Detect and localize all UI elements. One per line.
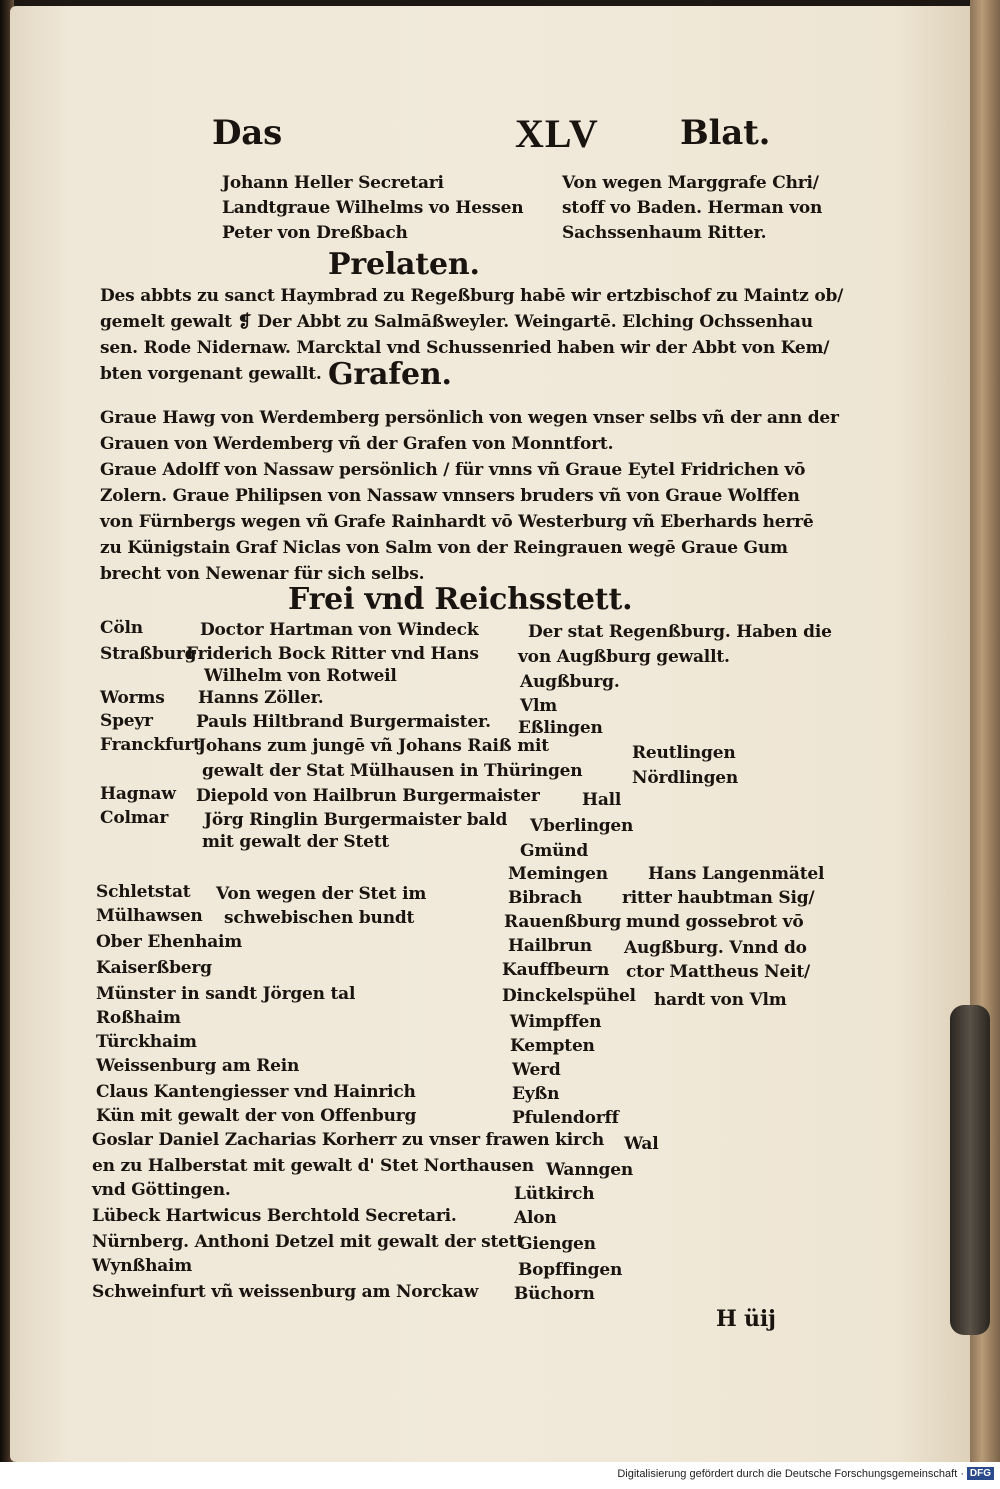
- grafen-line: Zolern. Graue Philipsen von Nassaw vnnsers bruders vñ von Graue Wolffen: [100, 486, 800, 506]
- representative: mund gossebrot vō: [626, 912, 804, 932]
- grafen-line: zu Künigstain Graf Niclas von Salm von der Reingrauen wegē Graue Gum: [100, 538, 788, 558]
- representative: ctor Mattheus Neit/: [626, 962, 811, 982]
- city-name: Straßburg: [100, 644, 197, 664]
- dfg-logo: DFG: [967, 1467, 994, 1480]
- city-name: Worms: [100, 688, 165, 708]
- tail-line: Nürnberg. Anthoni Detzel mit gewalt der stett: [92, 1232, 525, 1252]
- city-name: Wal: [624, 1134, 659, 1154]
- representative: Jörg Ringlin Burgermaister bald: [204, 810, 508, 830]
- city-name: Vberlingen: [530, 816, 634, 836]
- city-name: Werd: [512, 1060, 561, 1080]
- city-name: Kempten: [510, 1036, 595, 1056]
- grafen-line: Graue Hawg von Werdemberg persönlich von wegen vnser selbs vñ der ann der: [100, 408, 839, 428]
- city-name: Lütkirch: [514, 1184, 595, 1204]
- city-name: Roßhaim: [96, 1008, 181, 1028]
- representative: Diepold von Hailbrun Burgermaister: [196, 786, 540, 806]
- intro-left-line: Johann Heller Secretari: [222, 173, 444, 193]
- prelaten-line: sen. Rode Nidernaw. Marcktal vnd Schussenried haben wir der Abbt von Kem/: [100, 338, 830, 358]
- tail-line: Lübeck Hartwicus Berchtold Secretari.: [92, 1206, 457, 1226]
- city-name: Weissenburg am Rein: [96, 1056, 300, 1076]
- city-name: Schletstat: [96, 882, 191, 902]
- representative: gewalt der Stat Mülhausen in Thüringen: [202, 761, 583, 781]
- city-name: Augßburg.: [520, 672, 620, 692]
- folio-number: XLV: [515, 111, 599, 156]
- header-left: Das: [212, 113, 283, 153]
- city-name: Speyr: [100, 711, 153, 731]
- representative: Kün mit gewalt der von Offenburg: [96, 1106, 417, 1126]
- section-title-prelaten: Prelaten.: [328, 247, 480, 282]
- city-name: Türckhaim: [96, 1032, 197, 1052]
- city-name: Der stat Regenßburg. Haben die: [528, 622, 832, 642]
- tail-line: Goslar Daniel Zacharias Korherr zu vnser frawen kirch: [92, 1130, 605, 1150]
- intro-left-line: Peter von Dreßbach: [222, 223, 408, 243]
- section-title-grafen: Grafen.: [328, 357, 452, 392]
- representative: mit gewalt der Stett: [202, 832, 390, 852]
- representative: Johans zum jungē vñ Johans Raiß mit: [198, 736, 549, 756]
- representative: Augßburg. Vnnd do: [624, 938, 807, 958]
- city-name: Kaiserßberg: [96, 958, 212, 978]
- city-name: Bopffingen: [518, 1260, 623, 1280]
- representative: ritter haubtman Sig/: [622, 888, 815, 908]
- prelaten-line: bten vorgenant gewallt.: [100, 364, 322, 384]
- footer-credit: Digitalisierung gefördert durch die Deutsche Forschungsgemeinschaft ·: [617, 1468, 964, 1480]
- city-name: Gmünd: [520, 841, 589, 861]
- header-right: Blat.: [680, 113, 771, 153]
- prelaten-line: Des abbts zu sanct Haymbrad zu Regeßburg habē wir ertzbischof zu Maintz ob/: [100, 286, 844, 306]
- city-name: Hagnaw: [100, 784, 176, 804]
- city-name: Pfulendorff: [512, 1108, 619, 1128]
- city-name: Cöln: [100, 618, 143, 638]
- grafen-line: Grauen von Werdemberg vñ der Grafen von Monntfort.: [100, 434, 614, 454]
- representative: Hans Langenmätel: [648, 864, 825, 884]
- city-name: von Augßburg gewallt.: [518, 647, 730, 667]
- city-name: Ober Ehenhaim: [96, 932, 243, 952]
- grafen-line: von Fürnbergs wegen vñ Grafe Rainhardt vō Westerburg vñ Eberhards herrē: [100, 512, 814, 532]
- footer-bar: [0, 1462, 1000, 1489]
- representative: Friderich Bock Ritter vnd Hans: [186, 644, 479, 664]
- grafen-line: Graue Adolff von Nassaw persönlich / für vnns vñ Graue Eytel Fridrichen vō: [100, 460, 806, 480]
- tail-line: Schweinfurt vñ weissenburg am Norckaw: [92, 1282, 479, 1302]
- city-name: Kauffbeurn: [502, 960, 610, 980]
- city-name: Alon: [514, 1208, 557, 1228]
- intro-right-line: stoff vo Baden. Herman von: [562, 198, 823, 218]
- city-name: Rauenßburg: [504, 912, 622, 932]
- tail-line: en zu Halberstat mit gewalt d' Stet Northausen: [92, 1156, 534, 1176]
- city-name: Dinckelspühel: [502, 986, 636, 1006]
- representative: Doctor Hartman von Windeck: [200, 620, 479, 640]
- city-name: Nördlingen: [632, 768, 739, 788]
- representative: Von wegen der Stet im: [216, 884, 427, 904]
- city-name: Franckfurt: [100, 735, 201, 755]
- book-clasp: [950, 1005, 990, 1335]
- representative: Pauls Hiltbrand Burgermaister.: [196, 712, 491, 732]
- city-name: Bibrach: [508, 888, 582, 908]
- section-title-reichstett: Frei vnd Reichsstett.: [288, 582, 633, 617]
- city-name: Vlm: [520, 696, 558, 716]
- representative: hardt von Vlm: [654, 990, 787, 1010]
- city-name: Münster in sandt Jörgen tal: [96, 984, 356, 1004]
- city-name: Eyßn: [512, 1084, 560, 1104]
- city-name: Hall: [582, 790, 622, 810]
- city-name: Mülhawsen: [96, 906, 203, 926]
- city-name: Wanngen: [546, 1160, 634, 1180]
- representative: schwebischen bundt: [224, 908, 415, 928]
- city-name: Reutlingen: [632, 743, 736, 763]
- prelaten-line: gemelt gewalt ❡ Der Abbt zu Salmāßweyler. Weingartē. Elching Ochssenhau: [100, 312, 813, 332]
- city-name: Eßlingen: [518, 718, 603, 738]
- city-name: Wimpffen: [510, 1012, 602, 1032]
- representative: Hanns Zöller.: [198, 688, 324, 708]
- representative: Wilhelm von Rotweil: [204, 666, 397, 686]
- city-name: Hailbrun: [508, 936, 592, 956]
- grafen-line: brecht von Newenar für sich selbs.: [100, 564, 425, 584]
- city-name: Colmar: [100, 808, 169, 828]
- signature-mark: H üij: [716, 1306, 776, 1332]
- intro-right-line: Sachssenhaum Ritter.: [562, 223, 767, 243]
- tail-line: Wynßhaim: [92, 1256, 193, 1276]
- tail-line: vnd Göttingen.: [92, 1180, 231, 1200]
- representative: Claus Kantengiesser vnd Hainrich: [96, 1082, 416, 1102]
- intro-left-line: Landtgraue Wilhelms vo Hessen: [222, 198, 524, 218]
- city-name: Büchorn: [514, 1284, 595, 1304]
- city-name: Memingen: [508, 864, 608, 884]
- city-name: Giengen: [518, 1234, 596, 1254]
- intro-right-line: Von wegen Marggrafe Chri/: [562, 173, 819, 193]
